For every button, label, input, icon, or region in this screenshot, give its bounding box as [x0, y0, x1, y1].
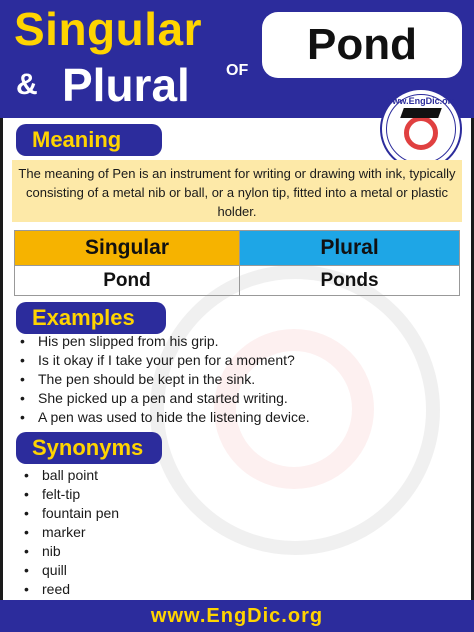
- list-item: • His pen slipped from his grip.: [16, 332, 310, 351]
- synonyms-heading-pill: [16, 432, 162, 464]
- list-item: • quill: [20, 561, 119, 580]
- synonyms-list: [20, 466, 119, 599]
- word-box: [262, 12, 462, 78]
- plural-value: Ponds: [239, 265, 459, 295]
- list-item: • She picked up a pen and started writing.: [16, 389, 310, 408]
- list-item: • reed: [20, 580, 119, 599]
- list-item: • felt-tip: [20, 485, 119, 504]
- examples-list: [16, 332, 310, 427]
- list-item: • Is it okay if I take your pen for a moment?: [16, 351, 310, 370]
- list-item: • nib: [20, 542, 119, 561]
- footer-band: [0, 600, 474, 632]
- logo-e-icon: [404, 116, 438, 150]
- title-ampersand: &: [16, 68, 38, 101]
- list-item: • marker: [20, 523, 119, 542]
- title-of: OF: [226, 62, 249, 79]
- meaning-heading: Meaning: [32, 127, 122, 152]
- engdic-logo-icon: [380, 88, 462, 170]
- list-item: • A pen was used to hide the listening device.: [16, 408, 310, 427]
- meaning-text: The meaning of Pen is an instrument for writing or drawing with ink, typically consisting of a metal nib or ball, or a nylon tip, fitted into a metal or plastic holder.: [12, 160, 462, 222]
- logo-text: www.EngDic.org: [385, 96, 457, 106]
- examples-heading: Examples: [32, 305, 135, 330]
- singular-header: Singular: [15, 231, 239, 265]
- footer-url: www.EngDic.org: [150, 604, 324, 627]
- synonyms-heading: Synonyms: [32, 435, 144, 460]
- graduation-cap-icon: [400, 108, 442, 118]
- examples-heading-pill: [16, 302, 166, 334]
- list-item: • ball point: [20, 466, 119, 485]
- list-item: • The pen should be kept in the sink.: [16, 370, 310, 389]
- meaning-heading-pill: [16, 124, 162, 156]
- singular-value: Pond: [15, 265, 239, 295]
- title-singular: Singular: [14, 3, 203, 55]
- title-plural: Plural: [62, 59, 190, 111]
- headword: Pond: [307, 20, 417, 69]
- singular-plural-table: [14, 230, 460, 296]
- list-item: • fountain pen: [20, 504, 119, 523]
- plural-header: Plural: [239, 231, 459, 265]
